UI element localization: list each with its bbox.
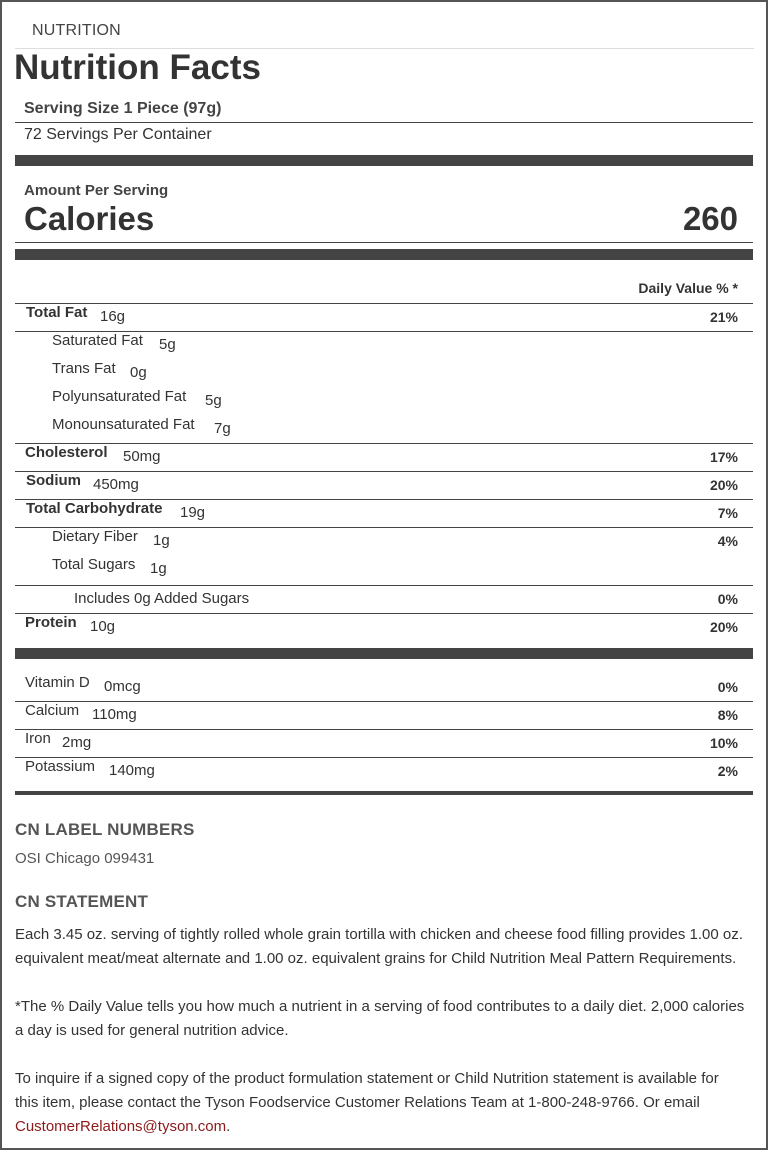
bottom-divider xyxy=(15,791,753,795)
nutrient-dv: 7% xyxy=(717,505,738,521)
nutrient-label: Protein xyxy=(25,614,77,631)
nutrient-label: Cholesterol xyxy=(25,444,108,461)
cn-label-heading: CN LABEL NUMBERS xyxy=(15,820,195,839)
nutrient-amount: 450mg xyxy=(93,476,139,493)
vitamin-label: Iron xyxy=(25,730,51,747)
nutrient-amount: 19g xyxy=(180,504,206,521)
nutrient-label: Saturated Fat xyxy=(52,332,143,349)
daily-value-header: Daily Value % * xyxy=(638,280,738,296)
nutrient-row-cholesterol xyxy=(15,444,753,472)
calories-value: 260 xyxy=(682,200,738,237)
vitamin-label: Calcium xyxy=(25,702,80,719)
divider xyxy=(15,122,753,123)
vitamin-row-vitamin-d xyxy=(15,674,753,702)
vitamin-amount: 0mcg xyxy=(104,678,141,695)
nutrient-amount: 7g xyxy=(214,420,231,437)
serving-size: Serving Size 1 Piece (97g) xyxy=(24,100,222,117)
nutrient-row-total-fat xyxy=(15,304,753,332)
cn-statement-text: Each 3.45 oz. serving of tightly rolled whole grain tortilla with chicken and cheese food filling provides 1.00 oz. equivalent meat/meat alternate and 1.00 oz. equivalent grains for Child Nutrition Meal Pattern Requirements. xyxy=(15,926,743,967)
email-suffix: . xyxy=(226,1118,231,1135)
nutrient-row-polyunsaturated-fat xyxy=(15,388,753,416)
cn-statement-heading: CN STATEMENT xyxy=(15,892,149,911)
email-link[interactable]: CustomerRelations@tyson.com xyxy=(15,1118,227,1135)
vitamin-amount: 2mg xyxy=(62,734,92,751)
nutrient-row-saturated-fat xyxy=(15,332,753,360)
nutrient-label: Includes 0g Added Sugars xyxy=(74,590,250,607)
nutrient-amount: 50mg xyxy=(123,448,161,465)
nutrient-label: Trans Fat xyxy=(52,360,116,377)
vitamin-label: Vitamin D xyxy=(25,674,90,691)
vitamin-label: Potassium xyxy=(25,758,96,775)
nutrient-label: Sodium xyxy=(26,472,81,489)
vitamin-row-iron xyxy=(15,730,753,758)
nutrient-row-added-sugars xyxy=(15,586,753,614)
thick-divider xyxy=(15,249,753,260)
nutrient-dv: 0% xyxy=(717,591,738,607)
inquiry-text: To inquire if a signed copy of the product formulation statement or Child Nutrition statement is available for this item, please contact the Tyson Foodservice Customer Relations Team at 1-800-248-9766. Or email xyxy=(15,1070,719,1111)
nutrient-label: Monounsaturated Fat xyxy=(52,416,195,433)
nutrient-amount: 1g xyxy=(150,560,167,577)
nutrient-label: Total Sugars xyxy=(52,556,136,573)
nutrient-row-total-carbohydrate xyxy=(15,500,753,528)
section-label: NUTRITION xyxy=(32,22,121,39)
nutrient-row-protein xyxy=(15,614,753,642)
calories-label: Calories xyxy=(24,200,155,237)
vitamin-dv: 10% xyxy=(709,735,738,751)
nutrient-dv: 21% xyxy=(709,309,738,325)
divider xyxy=(15,242,753,243)
nutrient-dv: 20% xyxy=(709,477,738,493)
vitamin-row-calcium xyxy=(15,702,753,730)
nutrient-row-trans-fat xyxy=(15,360,753,388)
nutrition-facts-title: Nutrition Facts xyxy=(14,48,261,87)
nutrient-row-sodium xyxy=(15,472,753,500)
nutrient-row-total-sugars xyxy=(15,556,753,584)
nutrient-dv: 17% xyxy=(709,449,738,465)
thick-divider xyxy=(15,648,753,659)
inquiry-paragraph xyxy=(15,1067,745,1139)
nutrient-row-monounsaturated-fat xyxy=(15,416,753,444)
daily-value-note: *The % Daily Value tells you how much a nutrient in a serving of food contributes to a daily diet. 2,000 calories a day is used for general nutrition advice. xyxy=(15,998,745,1039)
nutrient-label: Polyunsaturated Fat xyxy=(52,388,187,405)
nutrient-amount: 10g xyxy=(90,618,116,635)
nutrient-row-dietary-fiber xyxy=(15,528,753,556)
nutrient-amount: 0g xyxy=(130,364,147,381)
vitamin-amount: 140mg xyxy=(109,762,155,779)
nutrient-amount: 1g xyxy=(153,532,170,549)
servings-per-container: 72 Servings Per Container xyxy=(24,126,212,143)
nutrient-dv: 4% xyxy=(717,533,738,549)
vitamin-amount: 110mg xyxy=(92,706,137,723)
amount-per-serving: Amount Per Serving xyxy=(24,182,169,199)
vitamin-row-potassium xyxy=(15,758,753,786)
nutrient-label: Dietary Fiber xyxy=(52,528,138,545)
nutrient-label: Total Fat xyxy=(26,304,88,321)
nutrient-amount: 5g xyxy=(159,336,176,353)
nutrient-dv: 20% xyxy=(709,619,738,635)
vitamin-dv: 0% xyxy=(717,679,738,695)
nutrient-amount: 5g xyxy=(205,392,222,409)
vitamin-dv: 2% xyxy=(717,763,738,779)
nutrient-amount: 16g xyxy=(100,308,126,325)
nutrient-label: Total Carbohydrate xyxy=(26,500,163,517)
cn-label-value: OSI Chicago 099431 xyxy=(15,850,155,867)
vitamin-dv: 8% xyxy=(717,707,738,723)
thick-divider xyxy=(15,155,753,166)
